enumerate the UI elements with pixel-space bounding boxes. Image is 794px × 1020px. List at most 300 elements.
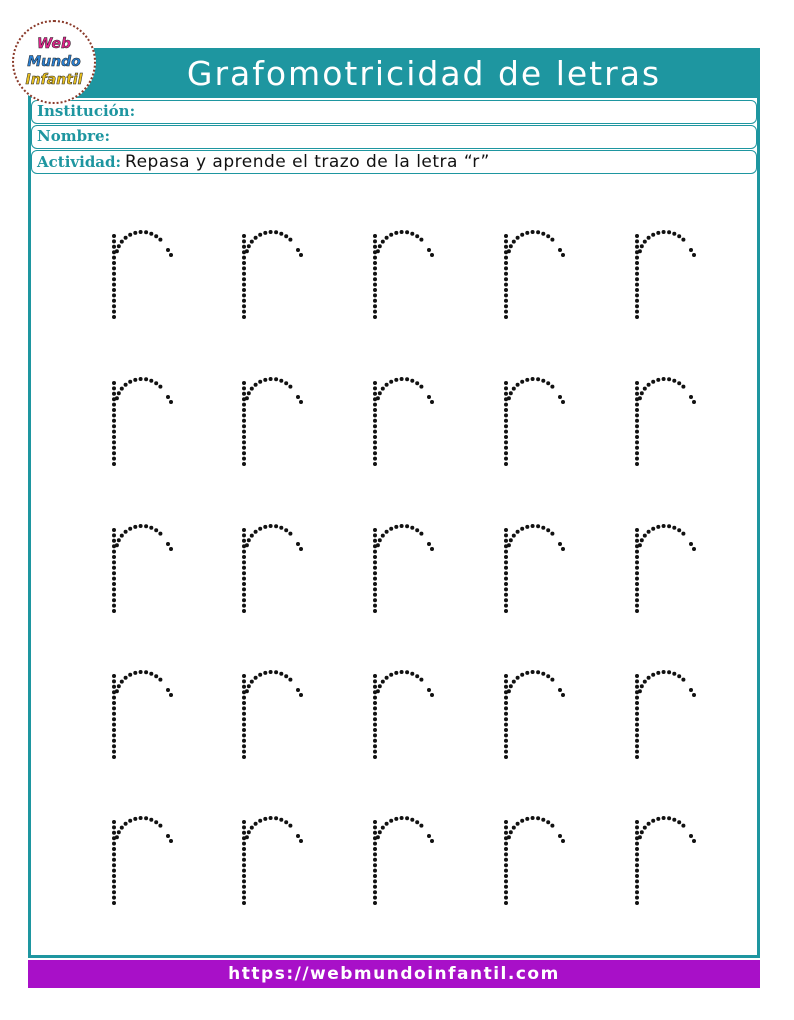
- trace-dot: [394, 525, 398, 529]
- trace-dot: [504, 858, 508, 862]
- trace-dot: [662, 377, 666, 381]
- trace-dot: [373, 424, 377, 428]
- trace-dot: [677, 674, 681, 678]
- trace-dot: [158, 385, 162, 389]
- trace-dot: [112, 728, 116, 732]
- trace-dot: [242, 266, 246, 270]
- trace-dot: [656, 525, 660, 529]
- trace-dot: [373, 706, 377, 710]
- trace-dot: [133, 525, 137, 529]
- trace-dot: [504, 728, 508, 732]
- trace-dot: [149, 672, 153, 676]
- trace-dot: [115, 689, 119, 693]
- trace-dot: [635, 723, 639, 727]
- trace-dot: [667, 670, 671, 674]
- trace-dot: [672, 672, 676, 676]
- trace-dot: [124, 530, 128, 534]
- trace-dot: [504, 435, 508, 439]
- trace-dot: [242, 462, 246, 466]
- trace-dot: [656, 817, 660, 821]
- dotted-letter-r: [369, 375, 449, 475]
- trace-dot: [124, 383, 128, 387]
- trace-dot: [504, 577, 508, 581]
- trace-dot: [242, 706, 246, 710]
- trace-dot: [263, 671, 267, 675]
- trace-dot: [638, 689, 642, 693]
- trace-dot: [647, 530, 651, 534]
- name-field[interactable]: [31, 125, 757, 149]
- trace-dot: [373, 261, 377, 265]
- trace-dot: [112, 577, 116, 581]
- trace-dot: [373, 820, 377, 824]
- trace-dot: [504, 755, 508, 759]
- trace-dot: [373, 604, 377, 608]
- trace-dot: [112, 392, 116, 396]
- tracing-letter: [500, 228, 580, 328]
- trace-dot: [512, 826, 516, 830]
- trace-dot: [242, 598, 246, 602]
- trace-dot: [112, 550, 116, 554]
- trace-dot: [681, 532, 685, 536]
- trace-dot: [512, 534, 516, 538]
- trace-dot: [112, 315, 116, 319]
- trace-dot: [689, 395, 693, 399]
- trace-dot: [635, 560, 639, 564]
- trace-dot: [504, 717, 508, 721]
- trace-dot: [112, 598, 116, 602]
- trace-dot: [635, 674, 639, 678]
- tracing-letter: [238, 814, 318, 914]
- trace-dot: [689, 542, 693, 546]
- trace-dot: [112, 852, 116, 856]
- trace-dot: [117, 391, 121, 395]
- trace-dot: [394, 671, 398, 675]
- tracing-letter: [500, 814, 580, 914]
- trace-dot: [647, 236, 651, 240]
- dotted-letter-r: [500, 375, 580, 475]
- trace-dot: [546, 820, 550, 824]
- name-label: Nombre:: [37, 127, 111, 145]
- trace-dot: [635, 701, 639, 705]
- trace-dot: [373, 831, 377, 835]
- trace-dot: [640, 830, 644, 834]
- trace-dot: [112, 706, 116, 710]
- trace-dot: [269, 230, 273, 234]
- trace-dot: [635, 288, 639, 292]
- trace-dot: [373, 446, 377, 450]
- trace-dot: [525, 231, 529, 235]
- trace-dot: [504, 457, 508, 461]
- trace-dot: [504, 604, 508, 608]
- trace-dot: [242, 277, 246, 281]
- trace-dot: [274, 377, 278, 381]
- trace-dot: [154, 820, 158, 824]
- trace-dot: [112, 277, 116, 281]
- trace-dot: [112, 533, 116, 537]
- trace-dot: [373, 901, 377, 905]
- trace-dot: [169, 547, 173, 551]
- trace-dot: [247, 684, 251, 688]
- trace-dot: [269, 816, 273, 820]
- trace-dot: [373, 712, 377, 716]
- trace-dot: [640, 391, 644, 395]
- trace-dot: [541, 379, 545, 383]
- trace-dot: [662, 816, 666, 820]
- trace-dot: [504, 533, 508, 537]
- trace-dot: [288, 532, 292, 536]
- trace-dot: [242, 261, 246, 265]
- dotted-letter-r: [238, 668, 318, 768]
- trace-dot: [410, 379, 414, 383]
- trace-dot: [112, 755, 116, 759]
- trace-dot: [242, 879, 246, 883]
- trace-dot: [681, 824, 685, 828]
- trace-dot: [558, 542, 562, 546]
- trace-dot: [635, 528, 639, 532]
- trace-dot: [389, 819, 393, 823]
- trace-dot: [504, 842, 508, 846]
- trace-dot: [284, 234, 288, 238]
- trace-dot: [242, 852, 246, 856]
- trace-dot: [394, 231, 398, 235]
- trace-dot: [245, 249, 249, 253]
- trace-dot: [245, 835, 249, 839]
- trace-dot: [531, 377, 535, 381]
- trace-dot: [373, 733, 377, 737]
- trace-dot: [112, 890, 116, 894]
- trace-dot: [247, 244, 251, 248]
- trace-dot: [242, 392, 246, 396]
- trace-dot: [546, 528, 550, 532]
- trace-dot: [112, 825, 116, 829]
- trace-dot: [536, 230, 540, 234]
- trace-dot: [242, 577, 246, 581]
- trace-dot: [112, 239, 116, 243]
- trace-dot: [250, 240, 254, 244]
- trace-dot: [635, 261, 639, 265]
- trace-dot: [112, 446, 116, 450]
- trace-dot: [242, 413, 246, 417]
- trace-dot: [373, 717, 377, 721]
- trace-dot: [250, 826, 254, 830]
- trace-dot: [635, 820, 639, 824]
- trace-dot: [677, 234, 681, 238]
- trace-dot: [430, 253, 434, 257]
- trace-dot: [373, 577, 377, 581]
- trace-dot: [373, 825, 377, 829]
- trace-dot: [373, 310, 377, 314]
- trace-dot: [410, 672, 414, 676]
- trace-dot: [250, 680, 254, 684]
- trace-dot: [389, 380, 393, 384]
- trace-dot: [512, 387, 516, 391]
- trace-dot: [635, 571, 639, 575]
- trace-dot: [117, 244, 121, 248]
- trace-dot: [258, 233, 262, 237]
- tracing-letter: [369, 375, 449, 475]
- trace-dot: [112, 587, 116, 591]
- trace-dot: [373, 863, 377, 867]
- trace-dot: [133, 671, 137, 675]
- trace-dot: [373, 293, 377, 297]
- dotted-letter-r: [500, 522, 580, 622]
- trace-dot: [242, 874, 246, 878]
- trace-dot: [242, 696, 246, 700]
- trace-dot: [242, 381, 246, 385]
- trace-dot: [373, 739, 377, 743]
- trace-dot: [373, 571, 377, 575]
- trace-dot: [635, 831, 639, 835]
- trace-dot: [692, 693, 696, 697]
- trace-dot: [381, 826, 385, 830]
- trace-dot: [242, 446, 246, 450]
- trace-dot: [520, 819, 524, 823]
- trace-dot: [373, 245, 377, 249]
- trace-dot: [373, 869, 377, 873]
- trace-dot: [112, 744, 116, 748]
- trace-dot: [373, 685, 377, 689]
- trace-dot: [504, 560, 508, 564]
- trace-dot: [373, 582, 377, 586]
- trace-dot: [504, 234, 508, 238]
- trace-dot: [635, 435, 639, 439]
- trace-dot: [242, 451, 246, 455]
- trace-dot: [550, 824, 554, 828]
- trace-dot: [656, 378, 660, 382]
- trace-dot: [373, 277, 377, 281]
- trace-dot: [504, 863, 508, 867]
- trace-dot: [504, 462, 508, 466]
- trace-dot: [139, 524, 143, 528]
- trace-dot: [112, 696, 116, 700]
- trace-dot: [269, 377, 273, 381]
- trace-dot: [381, 534, 385, 538]
- trace-dot: [242, 403, 246, 407]
- trace-dot: [689, 248, 693, 252]
- tracing-letter: [369, 228, 449, 328]
- trace-dot: [112, 566, 116, 570]
- trace-dot: [373, 234, 377, 238]
- trace-dot: [692, 839, 696, 843]
- footer-url[interactable]: https://webmundoinfantil.com: [228, 964, 560, 984]
- trace-dot: [115, 835, 119, 839]
- trace-dot: [263, 378, 267, 382]
- trace-dot: [667, 524, 671, 528]
- trace-dot: [504, 587, 508, 591]
- trace-dot: [635, 272, 639, 276]
- trace-dot: [373, 272, 377, 276]
- svg-text:Web: Web: [36, 36, 72, 52]
- trace-dot: [410, 232, 414, 236]
- trace-dot: [376, 689, 380, 693]
- trace-dot: [242, 825, 246, 829]
- trace-dot: [692, 547, 696, 551]
- trace-dot: [635, 293, 639, 297]
- trace-dot: [419, 678, 423, 682]
- trace-dot: [373, 896, 377, 900]
- trace-dot: [112, 261, 116, 265]
- trace-dot: [504, 885, 508, 889]
- trace-dot: [635, 550, 639, 554]
- trace-dot: [299, 693, 303, 697]
- trace-dot: [672, 379, 676, 383]
- trace-dot: [144, 816, 148, 820]
- trace-dot: [242, 679, 246, 683]
- trace-dot: [288, 824, 292, 828]
- trace-dot: [254, 383, 258, 387]
- trace-dot: [558, 395, 562, 399]
- trace-dot: [112, 310, 116, 314]
- trace-dot: [373, 381, 377, 385]
- trace-dot: [381, 240, 385, 244]
- trace-dot: [112, 685, 116, 689]
- trace-dot: [504, 288, 508, 292]
- trace-dot: [373, 462, 377, 466]
- trace-dot: [242, 885, 246, 889]
- trace-dot: [133, 231, 137, 235]
- trace-dot: [112, 457, 116, 461]
- trace-dot: [242, 739, 246, 743]
- trace-dot: [373, 852, 377, 856]
- trace-dot: [242, 408, 246, 412]
- trace-dot: [242, 457, 246, 461]
- trace-dot: [245, 689, 249, 693]
- trace-dot: [635, 869, 639, 873]
- trace-dot: [635, 750, 639, 754]
- trace-dot: [373, 304, 377, 308]
- trace-dot: [154, 528, 158, 532]
- trace-dot: [516, 383, 520, 387]
- trace-dot: [373, 288, 377, 292]
- trace-dot: [247, 538, 251, 542]
- trace-dot: [112, 283, 116, 287]
- trace-dot: [638, 249, 642, 253]
- trace-dot: [504, 446, 508, 450]
- trace-dot: [133, 817, 137, 821]
- trace-dot: [373, 728, 377, 732]
- trace-dot: [509, 244, 513, 248]
- trace-dot: [504, 723, 508, 727]
- trace-dot: [149, 232, 153, 236]
- tracing-grid: [31, 180, 757, 950]
- trace-dot: [643, 240, 647, 244]
- trace-dot: [504, 901, 508, 905]
- trace-dot: [509, 391, 513, 395]
- trace-dot: [250, 534, 254, 538]
- trace-dot: [415, 234, 419, 238]
- trace-dot: [635, 299, 639, 303]
- trace-dot: [419, 238, 423, 242]
- trace-dot: [561, 693, 565, 697]
- trace-dot: [385, 383, 389, 387]
- trace-dot: [635, 566, 639, 570]
- trace-dot: [144, 377, 148, 381]
- trace-dot: [376, 396, 380, 400]
- trace-dot: [373, 413, 377, 417]
- trace-dot: [385, 530, 389, 534]
- trace-dot: [154, 234, 158, 238]
- trace-dot: [373, 723, 377, 727]
- trace-dot: [139, 230, 143, 234]
- trace-dot: [258, 527, 262, 531]
- trace-dot: [504, 381, 508, 385]
- trace-dot: [242, 288, 246, 292]
- trace-dot: [419, 824, 423, 828]
- trace-dot: [242, 744, 246, 748]
- trace-dot: [112, 820, 116, 824]
- trace-dot: [677, 820, 681, 824]
- trace-dot: [635, 879, 639, 883]
- trace-dot: [284, 381, 288, 385]
- trace-dot: [516, 530, 520, 534]
- trace-dot: [504, 451, 508, 455]
- trace-dot: [263, 817, 267, 821]
- trace-dot: [133, 378, 137, 382]
- trace-dot: [504, 304, 508, 308]
- trace-dot: [158, 678, 162, 682]
- trace-dot: [507, 689, 511, 693]
- trace-dot: [504, 593, 508, 597]
- trace-dot: [504, 869, 508, 873]
- dotted-letter-r: [238, 375, 318, 475]
- trace-dot: [520, 233, 524, 237]
- trace-dot: [378, 538, 382, 542]
- trace-dot: [635, 733, 639, 737]
- trace-dot: [635, 587, 639, 591]
- trace-dot: [635, 604, 639, 608]
- trace-dot: [373, 239, 377, 243]
- trace-dot: [419, 532, 423, 536]
- trace-dot: [242, 901, 246, 905]
- page-title: Grafomotricidad de letras: [186, 54, 662, 93]
- trace-dot: [169, 839, 173, 843]
- dotted-letter-r: [631, 668, 711, 768]
- trace-dot: [299, 547, 303, 551]
- trace-dot: [263, 231, 267, 235]
- trace-dot: [635, 679, 639, 683]
- trace-dot: [296, 688, 300, 692]
- trace-dot: [296, 395, 300, 399]
- trace-dot: [635, 310, 639, 314]
- trace-dot: [149, 818, 153, 822]
- trace-dot: [254, 676, 258, 680]
- trace-dot: [242, 566, 246, 570]
- trace-dot: [635, 852, 639, 856]
- trace-dot: [112, 604, 116, 608]
- trace-dot: [242, 674, 246, 678]
- dotted-letter-r: [108, 814, 188, 914]
- trace-dot: [299, 400, 303, 404]
- trace-dot: [389, 673, 393, 677]
- trace-dot: [242, 310, 246, 314]
- trace-dot: [144, 230, 148, 234]
- trace-dot: [112, 403, 116, 407]
- trace-dot: [635, 451, 639, 455]
- trace-dot: [112, 674, 116, 678]
- trace-dot: [112, 712, 116, 716]
- trace-dot: [284, 528, 288, 532]
- trace-dot: [536, 524, 540, 528]
- trace-dot: [504, 831, 508, 835]
- trace-dot: [635, 408, 639, 412]
- trace-dot: [400, 230, 404, 234]
- trace-dot: [373, 609, 377, 613]
- trace-dot: [405, 670, 409, 674]
- trace-dot: [373, 430, 377, 434]
- trace-dot: [242, 755, 246, 759]
- trace-dot: [112, 739, 116, 743]
- institution-field[interactable]: [31, 100, 757, 124]
